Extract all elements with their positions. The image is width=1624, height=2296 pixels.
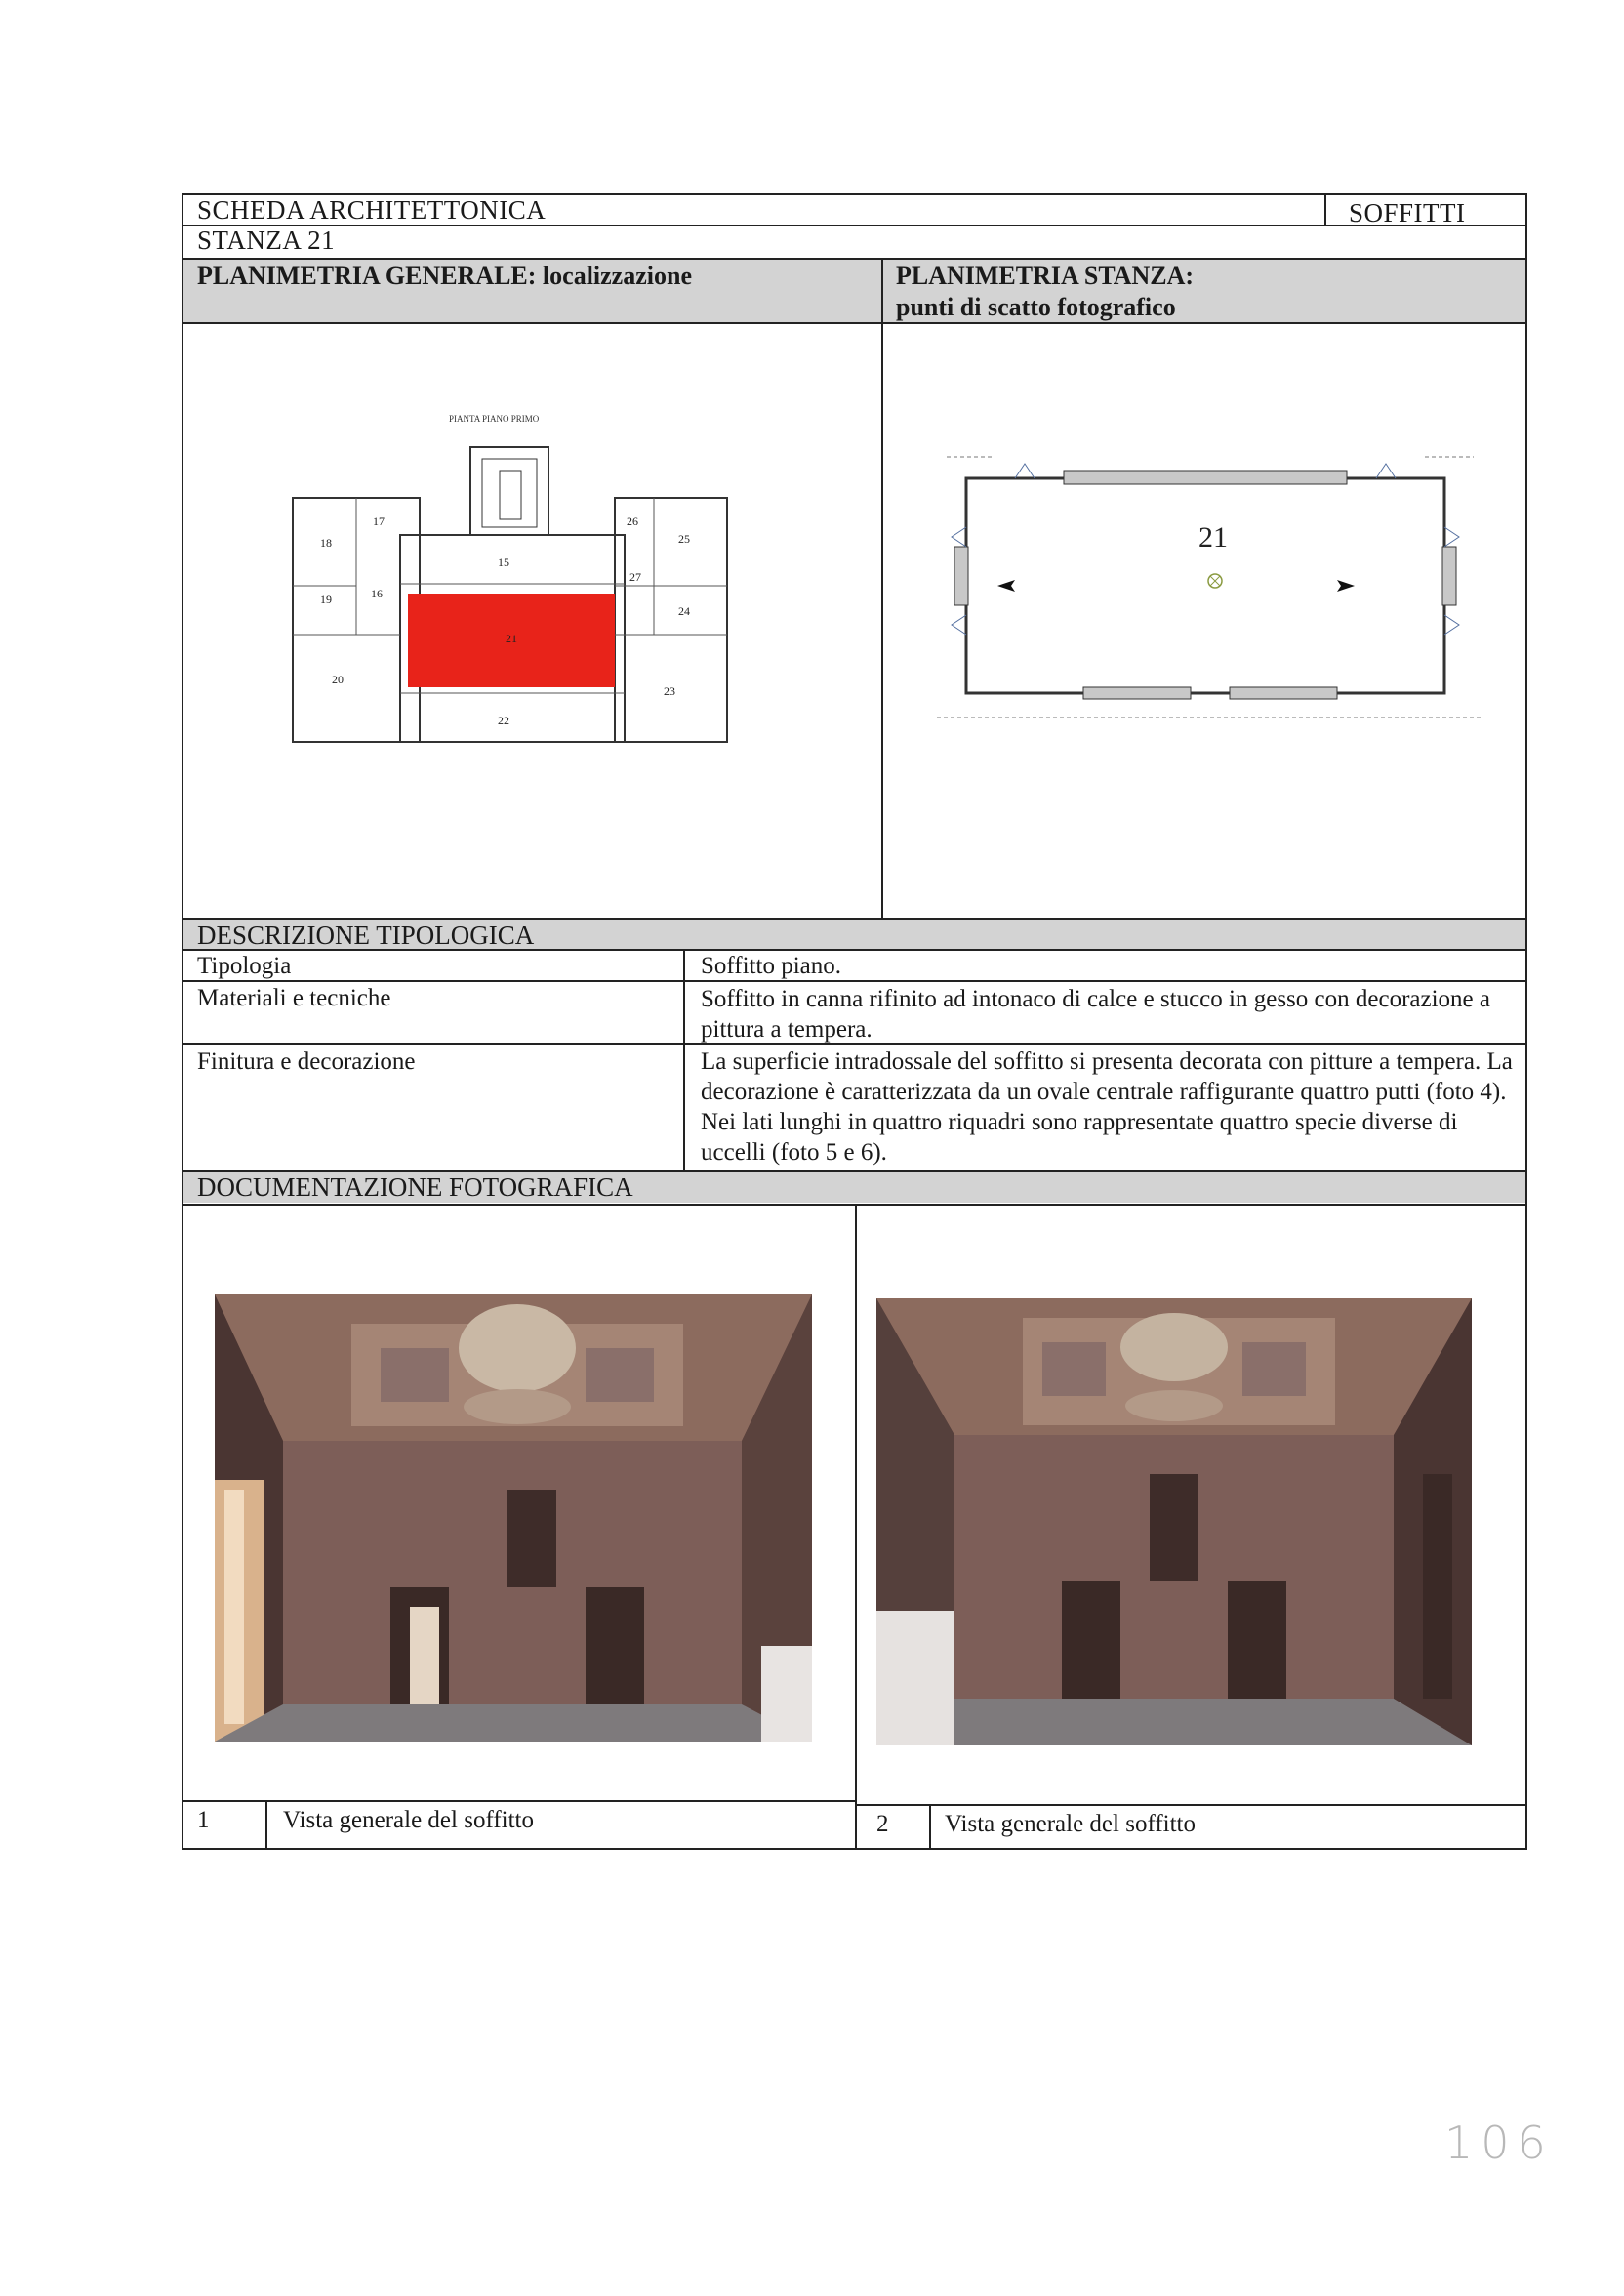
room-floor-plan [937, 449, 1483, 742]
camera-direction-left-icon [997, 580, 1015, 592]
photo-2 [876, 1298, 1472, 1745]
row-value-materiali: Soffitto in canna rifinito ad intonaco di calce e stucco in gesso con decorazione a pittura a tempera. [701, 986, 1490, 1043]
photo-1-number: 1 [197, 1807, 210, 1833]
room-plan-header-1: PLANIMETRIA STANZA: [896, 262, 1195, 290]
sheet-title: SCHEDA ARCHITETTONICA [197, 195, 547, 225]
room-num-23: 23 [664, 684, 675, 698]
photo-1-caption: Vista generale del soffitto [283, 1807, 534, 1833]
category-label: SOFFITTI [1349, 198, 1466, 227]
row-value-finitura: La superficie intradossale del soffitto si presenta decorata con pitture a tempera. La decorazione è caratterizzata da un ovale centrale raffigurante quattro putti (foto 4). Nei lati lunghi in quattro riquadri sono rappresentate quattro specie diverse di uccelli (foto 5 e 6). [701, 1048, 1513, 1166]
general-floor-plan [283, 410, 742, 761]
photo-2-caption: Vista generale del soffitto [945, 1811, 1196, 1837]
room-num-19: 19 [320, 593, 332, 606]
general-plan-header: PLANIMETRIA GENERALE: localizzazione [197, 262, 692, 290]
description-header: DESCRIZIONE TIPOLOGICA [197, 921, 535, 950]
room-num-24: 24 [678, 604, 690, 618]
room-num-16: 16 [371, 587, 383, 600]
floor-plan-title: PIANTA PIANO PRIMO [449, 414, 540, 424]
photo-1 [215, 1294, 812, 1742]
page-number: 106 [1444, 2116, 1554, 2169]
row-label-materiali: Materiali e tecniche [197, 985, 391, 1011]
photo-section-header: DOCUMENTAZIONE FOTOGRAFICA [197, 1172, 633, 1202]
room-num-18: 18 [320, 536, 332, 550]
row-label-finitura: Finitura e decorazione [197, 1048, 416, 1075]
row-value-tipologia: Soffitto piano. [701, 953, 841, 979]
room-num-17: 17 [373, 514, 385, 528]
room-num-20: 20 [332, 673, 344, 686]
room-plan-header-2: punti di scatto fotografico [896, 293, 1176, 321]
room-num-15: 15 [498, 555, 509, 569]
room-plan-label: 21 [1198, 521, 1228, 554]
room-num-22: 22 [498, 714, 509, 727]
room-num-25: 25 [678, 532, 690, 546]
room-num-26: 26 [627, 514, 638, 528]
room-num-27: 27 [629, 570, 641, 584]
camera-direction-right-icon [1337, 580, 1355, 592]
room-num-21: 21 [506, 632, 517, 645]
row-label-tipologia: Tipologia [197, 953, 292, 979]
room-title: STANZA 21 [197, 226, 336, 255]
photo-2-number: 2 [876, 1811, 889, 1837]
